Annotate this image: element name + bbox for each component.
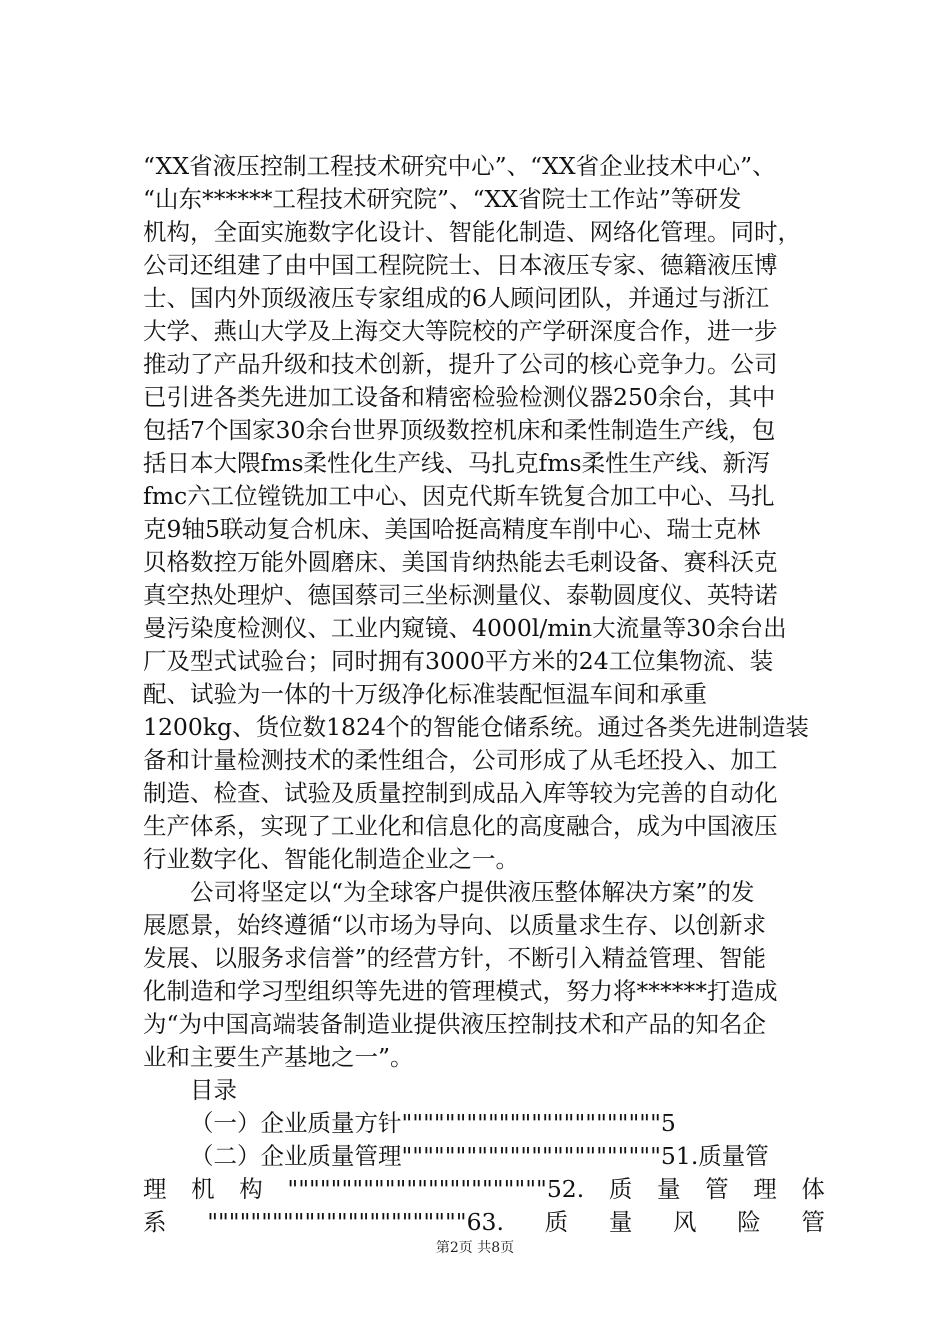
text-line-content: 制造、检查、试验及质量控制到成品入库等较为完善的自动化 xyxy=(143,779,778,807)
text-line xyxy=(143,249,825,282)
text-line xyxy=(143,975,825,1008)
toc-char: 量 xyxy=(657,1175,681,1203)
text-line xyxy=(143,348,825,381)
text-line xyxy=(143,876,825,909)
text-line xyxy=(143,678,825,711)
text-line xyxy=(143,777,825,810)
text-line xyxy=(143,480,825,513)
text-line-content: fmc六工位镗铣加工中心、因克代斯车铣复合加工中心、马扎 xyxy=(143,482,775,510)
text-line xyxy=(143,315,825,348)
text-line xyxy=(143,909,825,942)
toc-char: 机 xyxy=(191,1175,215,1203)
text-line-content: 机构，全面实施数字化设计、智能化制造、网络化管理。同时， xyxy=(143,218,801,246)
toc-char: 管 xyxy=(801,1208,825,1236)
text-line-content: 化制造和学习型组织等先进的管理模式，努力将******打造成 xyxy=(143,977,778,1005)
toc-entry xyxy=(143,1107,825,1140)
toc-char: 质 xyxy=(608,1175,633,1203)
toc-char: 管 xyxy=(705,1175,729,1203)
text-line xyxy=(143,513,825,546)
toc-char: 理 xyxy=(143,1175,167,1203)
document-body xyxy=(143,150,825,1239)
text-line-content: “XX省液压控制工程技术研究中心”、“XX省企业技术中心”、 xyxy=(143,152,776,180)
text-line-content: 推动了产品升级和技术创新，提升了公司的核心竞争力。公司 xyxy=(143,350,778,378)
text-line-content: 1200kg、货位数1824个的智能仓储系统。通过各类先进制造装 xyxy=(143,713,809,741)
toc-heading xyxy=(143,1074,825,1107)
text-line xyxy=(143,579,825,612)
text-line-content: （一）企业质量方针""""""""""""""""""""""""5 xyxy=(190,1109,676,1137)
text-line-content: 真空热处理炉、德国蔡司三坐标测量仪、泰勒圆度仪、英特诺 xyxy=(143,581,778,609)
text-line-content: 行业数字化、智能化制造企业之一。 xyxy=(143,845,519,873)
toc-char: 构 xyxy=(239,1175,263,1203)
text-line xyxy=(143,216,825,249)
toc-char: 险 xyxy=(737,1208,761,1236)
text-line-content: 大学、燕山大学及上海交大等院校的产学研深度合作，进一步 xyxy=(143,317,778,345)
toc-entry-spaced xyxy=(143,1173,825,1206)
text-line xyxy=(143,447,825,480)
toc-entry-spaced xyxy=(143,1206,825,1239)
text-line xyxy=(143,1041,825,1074)
text-line-content: 厂及型式试验台；同时拥有3000平方米的24工位集物流、装 xyxy=(143,647,774,675)
text-line xyxy=(143,282,825,315)
text-line-content: 士、国内外顶级液压专家组成的6人顾问团队，并通过与浙江 xyxy=(143,284,769,312)
text-line xyxy=(143,546,825,579)
page-footer xyxy=(0,1238,950,1258)
text-line xyxy=(143,810,825,843)
text-line-content: 目录 xyxy=(190,1076,237,1104)
text-line-content: 已引进各类先进加工设备和精密检验检测仪器250余台，其中 xyxy=(143,383,776,411)
text-line-content: 公司将坚定以“为全球客户提供液压整体解决方案”的发 xyxy=(190,878,755,906)
text-line-content: “山东******工程技术研究院”、“XX省院士工作站”等研发 xyxy=(143,185,742,213)
text-line-content: 克9轴5联动复合机床、美国哈挺高精度车削中心、瑞士克林 xyxy=(143,515,761,543)
toc-char: """"""""""""""""""""""""52. xyxy=(287,1175,585,1203)
text-line-content: 发展、以服务求信誉”的经营方针，不断引入精益管理、智能 xyxy=(143,944,767,972)
toc-char: 体 xyxy=(801,1175,825,1203)
toc-char: 量 xyxy=(608,1208,633,1236)
toc-char: 系 xyxy=(143,1208,167,1236)
toc-entry xyxy=(143,1140,825,1173)
text-line-content: 业和主要生产基地之一”。 xyxy=(143,1043,414,1071)
text-line xyxy=(143,150,825,183)
text-line-content: 生产体系，实现了工业化和信息化的高度融合，成为中国液压 xyxy=(143,812,778,840)
toc-char: 质 xyxy=(544,1208,569,1236)
text-line-content: 配、试验为一体的十万级净化标准装配恒温车间和承重 xyxy=(143,680,707,708)
text-line xyxy=(143,381,825,414)
toc-char: 理 xyxy=(753,1175,777,1203)
text-line xyxy=(143,843,825,876)
text-line-content: （二）企业质量管理""""""""""""""""""""""""51.质量管 xyxy=(190,1142,769,1170)
text-line xyxy=(143,414,825,447)
text-line xyxy=(143,183,825,216)
text-line-content: 为“为中国高端装备制造业提供液压控制技术和产品的知名企 xyxy=(143,1010,767,1038)
page-number: 第2页 共8页 xyxy=(435,1240,515,1256)
text-line xyxy=(143,744,825,777)
text-line-content: 备和计量检测技术的柔性组合，公司形成了从毛坯投入、加工 xyxy=(143,746,778,774)
text-line-content: 公司还组建了由中国工程院院士、日本液压专家、德籍液压博 xyxy=(143,251,778,279)
text-line-content: 展愿景，始终遵循“以市场为导向、以质量求生存、以创新求 xyxy=(143,911,767,939)
text-line xyxy=(143,612,825,645)
text-line xyxy=(143,942,825,975)
text-line-content: 括日本大隈fms柔性化生产线、马扎克fms柔性生产线、新泻 xyxy=(143,449,770,477)
text-line-content: 贝格数控万能外圆磨床、美国肯纳热能去毛刺设备、赛科沃克 xyxy=(143,548,778,576)
text-line xyxy=(143,711,825,744)
toc-char: """"""""""""""""""""""""63. xyxy=(207,1208,504,1236)
toc-char: 风 xyxy=(673,1208,697,1236)
text-line-content: 包括7个国家30余台世界顶级数控机床和柔性制造生产线，包 xyxy=(143,416,776,444)
text-line xyxy=(143,1008,825,1041)
text-line-content: 曼污染度检测仪、工业内窥镜、4000l/min大流量等30余台出 xyxy=(143,614,787,642)
text-line xyxy=(143,645,825,678)
